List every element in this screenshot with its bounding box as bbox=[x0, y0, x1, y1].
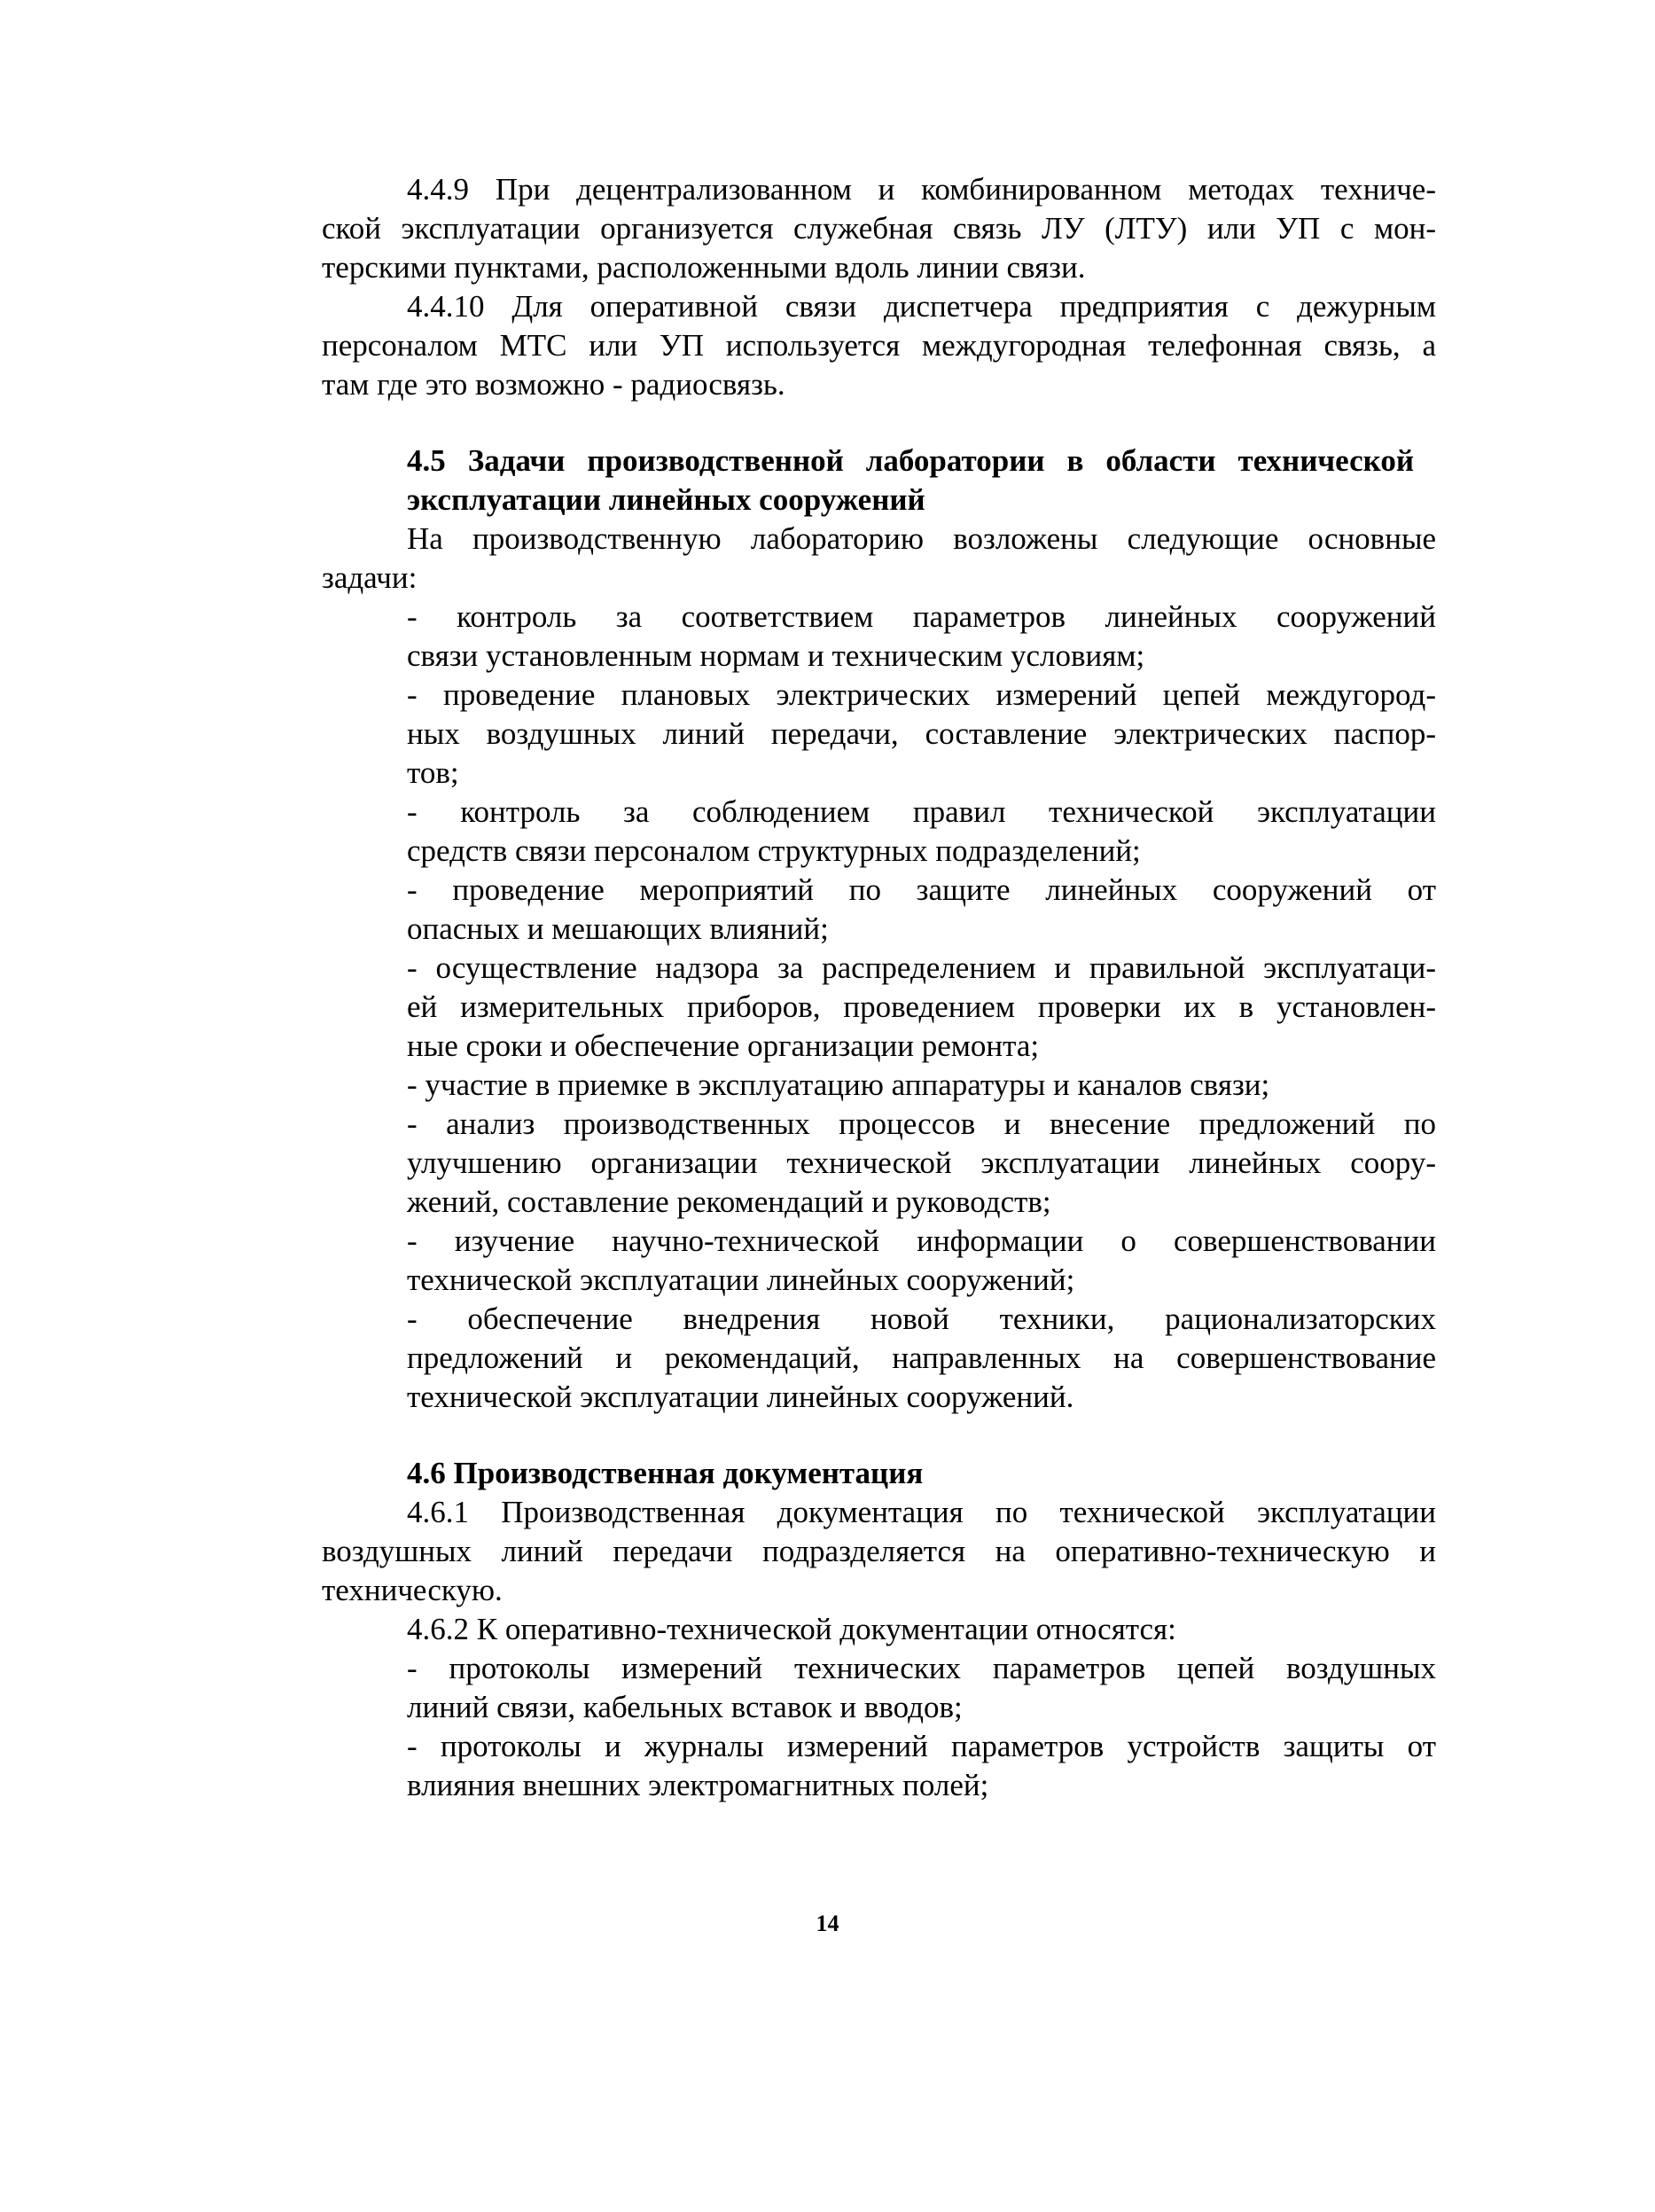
text-line: задачи: bbox=[322, 560, 418, 595]
list-item: средств связи персоналом структурных подразделений; bbox=[407, 833, 1141, 868]
list-item: улучшению организации технической эксплуатации линейных соору- bbox=[407, 1145, 1436, 1180]
text-line: терскими пунктами, расположенными вдоль линии связи. bbox=[322, 250, 1086, 285]
list-item: - изучение научно-технической информации о совершенствовании bbox=[407, 1223, 1436, 1258]
text-line: персоналом МТС или УП используется междугородная телефонная связь, а bbox=[322, 328, 1436, 363]
list-item: связи установленным нормам и техническим условиям; bbox=[407, 638, 1145, 673]
list-item: - осуществление надзора за распределением и правильной эксплуатаци- bbox=[407, 950, 1436, 985]
list-item: - контроль за соблюдением правил технической эксплуатации bbox=[407, 794, 1436, 829]
list-item: ных воздушных линий передачи, составление электрических паспор- bbox=[407, 716, 1436, 751]
list-item: ей измерительных приборов, проведением проверки их в установлен- bbox=[407, 989, 1436, 1024]
list-item: - протоколы измерений технических параметров цепей воздушных bbox=[407, 1651, 1436, 1685]
text-line: ской эксплуатации организуется служебная связь ЛУ (ЛТУ) или УП с мон- bbox=[322, 211, 1436, 246]
list-item: - контроль за соответствием параметров линейных сооружений bbox=[407, 599, 1436, 634]
section-heading: 4.5 Задачи производственной лаборатории в области технической bbox=[407, 443, 1414, 478]
list-item: - анализ производственных процессов и внесение предложений по bbox=[407, 1106, 1436, 1141]
list-item: влияния внешних электромагнитных полей; bbox=[407, 1768, 989, 1802]
list-item: - обеспечение внедрения новой техники, рационализаторских bbox=[407, 1301, 1436, 1336]
text-line: техническую. bbox=[322, 1573, 503, 1607]
text-line: 4.6.2 К оперативно-технической документации относятся: bbox=[407, 1612, 1176, 1646]
list-item: ные сроки и обеспечение организации ремонта; bbox=[407, 1028, 1040, 1063]
section-heading: 4.6 Производственная документация bbox=[407, 1456, 924, 1490]
page-number: 14 bbox=[816, 1911, 839, 1936]
text-line: там где это возможно - радиосвязь. bbox=[322, 367, 785, 402]
list-item: - участие в приемке в эксплуатацию аппаратуры и каналов связи; bbox=[407, 1067, 1270, 1102]
list-item: предложений и рекомендаций, направленных на совершенствование bbox=[407, 1340, 1436, 1375]
section-heading: эксплуатации линейных сооружений bbox=[407, 482, 925, 517]
list-item: технической эксплуатации линейных сооружений; bbox=[407, 1262, 1075, 1297]
text-line: 4.4.10 Для оперативной связи диспетчера предприятия с дежурным bbox=[407, 289, 1436, 324]
list-item: жений, составление рекомендаций и руководств; bbox=[407, 1184, 1051, 1219]
list-item: - протоколы и журналы измерений параметров устройств защиты от bbox=[407, 1729, 1436, 1763]
text-line: 4.4.9 При децентрализованном и комбинированном методах техниче- bbox=[407, 172, 1436, 207]
list-item: тов; bbox=[407, 755, 459, 790]
text-line: 4.6.1 Производственная документация по технической эксплуатации bbox=[407, 1495, 1436, 1529]
list-item: - проведение плановых электрических измерений цепей междугород- bbox=[407, 677, 1436, 712]
list-item: линий связи, кабельных вставок и вводов; bbox=[407, 1690, 963, 1724]
text-line: воздушных линий передачи подразделяется на оперативно-техническую и bbox=[322, 1534, 1436, 1568]
list-item: - проведение мероприятий по защите линейных сооружений от bbox=[407, 872, 1436, 907]
text-line: На производственную лабораторию возложены следующие основные bbox=[407, 521, 1436, 556]
list-item: технической эксплуатации линейных сооружений. bbox=[407, 1380, 1074, 1414]
list-item: опасных и мешающих влияний; bbox=[407, 911, 829, 946]
